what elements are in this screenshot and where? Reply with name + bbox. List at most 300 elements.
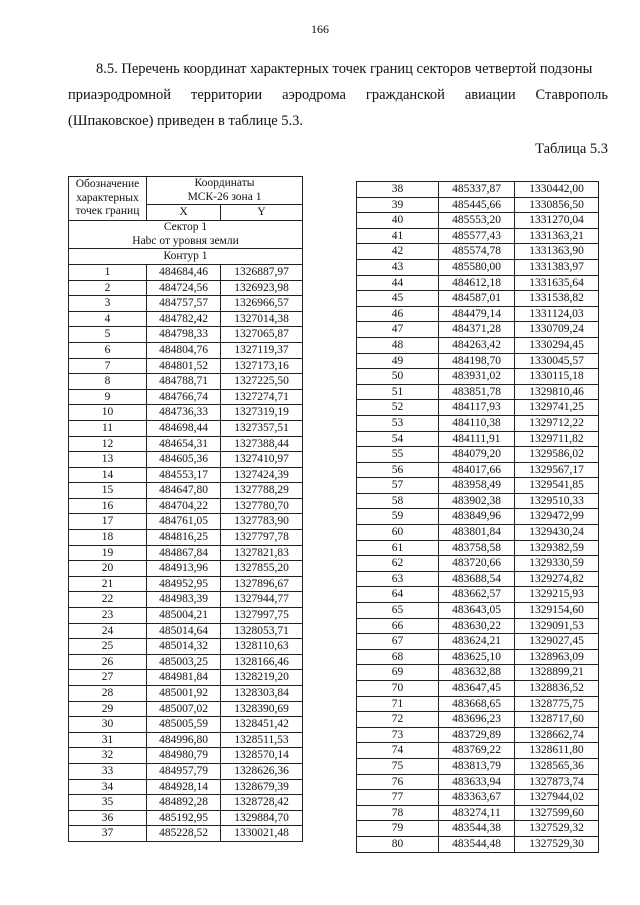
- x-coordinate: 484816,25: [147, 530, 221, 546]
- point-number: 79: [357, 821, 439, 837]
- y-coordinate: 1331635,64: [515, 275, 599, 291]
- y-coordinate: 1329274,82: [515, 571, 599, 587]
- y-coordinate: 1330045,57: [515, 353, 599, 369]
- x-coordinate: 484110,38: [439, 415, 515, 431]
- table-row: [357, 525, 599, 541]
- y-coordinate: 1327821,83: [221, 545, 303, 561]
- table-row: [357, 681, 599, 697]
- x-coordinate: 485005,59: [147, 717, 221, 733]
- point-number: 24: [69, 623, 147, 639]
- x-coordinate: 484111,91: [439, 431, 515, 447]
- table-row: [357, 540, 599, 556]
- point-number: 2: [69, 280, 147, 296]
- y-coordinate: 1327783,90: [221, 514, 303, 530]
- point-number: 42: [357, 244, 439, 260]
- contour-heading: Контур 1: [69, 249, 303, 265]
- y-coordinate: 1330709,24: [515, 322, 599, 338]
- y-coordinate: 1329541,85: [515, 478, 599, 494]
- point-number: 74: [357, 743, 439, 759]
- table-row: [69, 342, 303, 358]
- y-coordinate: 1327319,19: [221, 405, 303, 421]
- table-row: [357, 400, 599, 416]
- table-row: [69, 311, 303, 327]
- table-row: [69, 732, 303, 748]
- x-coordinate: 485007,02: [147, 701, 221, 717]
- y-coordinate: 1328110,63: [221, 639, 303, 655]
- point-number: 39: [357, 197, 439, 213]
- point-number: 11: [69, 420, 147, 436]
- point-number: 63: [357, 571, 439, 587]
- table-row: [69, 436, 303, 452]
- y-coordinate: 1331383,97: [515, 259, 599, 275]
- x-coordinate: 483958,49: [439, 478, 515, 494]
- y-coordinate: 1327788,29: [221, 483, 303, 499]
- x-coordinate: 484605,36: [147, 452, 221, 468]
- x-coordinate: 485553,20: [439, 213, 515, 229]
- y-coordinate: 1328451,42: [221, 717, 303, 733]
- point-number: 58: [357, 493, 439, 509]
- table-row: [357, 774, 599, 790]
- x-coordinate: 484801,52: [147, 358, 221, 374]
- point-number: 57: [357, 478, 439, 494]
- x-coordinate: 484698,44: [147, 420, 221, 436]
- x-coordinate: 485003,25: [147, 654, 221, 670]
- x-coordinate: 483849,96: [439, 509, 515, 525]
- point-number: 66: [357, 618, 439, 634]
- point-number: 50: [357, 369, 439, 385]
- x-coordinate: 484782,42: [147, 311, 221, 327]
- table-row: [69, 405, 303, 421]
- designation-header-line: Обозначение: [75, 178, 140, 191]
- point-number: 21: [69, 576, 147, 592]
- sector-line: Сектор 1: [163, 220, 208, 233]
- x-coordinate: 484479,14: [439, 306, 515, 322]
- y-coordinate: 1329586,02: [515, 447, 599, 463]
- x-coordinate: 484117,93: [439, 400, 515, 416]
- table-row: [357, 244, 599, 260]
- y-coordinate: 1329330,59: [515, 556, 599, 572]
- y-coordinate: 1327357,51: [221, 420, 303, 436]
- y-coordinate: 1327797,78: [221, 530, 303, 546]
- table-row: [69, 810, 303, 826]
- y-coordinate: 1327410,97: [221, 452, 303, 468]
- point-number: 1: [69, 264, 147, 280]
- y-coordinate: 1331538,82: [515, 291, 599, 307]
- table-row: [69, 717, 303, 733]
- point-number: 9: [69, 389, 147, 405]
- point-number: 3: [69, 296, 147, 312]
- x-coordinate: 484647,80: [147, 483, 221, 499]
- table-row: [357, 197, 599, 213]
- x-coordinate: 484684,46: [147, 264, 221, 280]
- point-number: 5: [69, 327, 147, 343]
- sector-line: Нabс от уровня земли: [132, 234, 239, 247]
- point-number: 45: [357, 291, 439, 307]
- x-coordinate: 484017,66: [439, 462, 515, 478]
- intro-line-3: (Шпаковское) приведен в таблице 5.3.: [68, 113, 304, 129]
- table-row: [69, 701, 303, 717]
- y-coordinate: 1326887,97: [221, 264, 303, 280]
- table-row: [357, 758, 599, 774]
- table-row: [69, 670, 303, 686]
- point-number: 8: [69, 374, 147, 390]
- table-row: [357, 431, 599, 447]
- y-coordinate: 1329472,99: [515, 509, 599, 525]
- x-coordinate: 484952,95: [147, 576, 221, 592]
- point-number: 34: [69, 779, 147, 795]
- table-row: [357, 182, 599, 198]
- y-coordinate: 1328570,14: [221, 748, 303, 764]
- x-coordinate: 484371,28: [439, 322, 515, 338]
- point-number: 14: [69, 467, 147, 483]
- point-number: 80: [357, 836, 439, 852]
- coordinates-header: [147, 177, 303, 205]
- table-row: [357, 306, 599, 322]
- intro-line-2: приаэродромной территории аэродрома гражданской авиации Ставрополь: [68, 87, 608, 103]
- x-coordinate: 484980,79: [147, 748, 221, 764]
- point-number: 35: [69, 795, 147, 811]
- x-coordinate: 484804,76: [147, 342, 221, 358]
- point-number: 37: [69, 826, 147, 842]
- point-number: 73: [357, 727, 439, 743]
- table-row: [357, 509, 599, 525]
- point-number: 33: [69, 763, 147, 779]
- y-coordinate: 1327225,50: [221, 374, 303, 390]
- x-coordinate: 485580,00: [439, 259, 515, 275]
- table-row: [357, 353, 599, 369]
- table-row: [357, 259, 599, 275]
- x-coordinate: 485001,92: [147, 686, 221, 702]
- x-coordinate: 483758,58: [439, 540, 515, 556]
- table-row: [357, 649, 599, 665]
- sector-heading: [69, 220, 303, 248]
- y-coordinate: 1329712,22: [515, 415, 599, 431]
- table-row: [357, 712, 599, 728]
- table-row: [357, 696, 599, 712]
- x-coordinate: 483720,66: [439, 556, 515, 572]
- point-number: 15: [69, 483, 147, 499]
- x-coordinate: 483624,21: [439, 634, 515, 650]
- table-row: [69, 608, 303, 624]
- table-caption: Таблица 5.3: [535, 141, 608, 157]
- point-number: 49: [357, 353, 439, 369]
- table-row: [357, 790, 599, 806]
- x-coordinate: 483630,22: [439, 618, 515, 634]
- y-coordinate: 1328775,75: [515, 696, 599, 712]
- table-row: [357, 571, 599, 587]
- table-row: [69, 686, 303, 702]
- y-coordinate: 1328166,46: [221, 654, 303, 670]
- x-coordinate: 484981,84: [147, 670, 221, 686]
- x-coordinate: 485192,95: [147, 810, 221, 826]
- point-number: 53: [357, 415, 439, 431]
- designation-header-line: точек границ: [75, 205, 140, 218]
- point-number: 64: [357, 587, 439, 603]
- y-coordinate: 1329567,17: [515, 462, 599, 478]
- x-coordinate: 484892,28: [147, 795, 221, 811]
- table-row: [357, 228, 599, 244]
- y-coordinate: 1330856,50: [515, 197, 599, 213]
- table-row: [357, 369, 599, 385]
- y-coordinate: 1331363,21: [515, 228, 599, 244]
- y-coordinate: 1327896,67: [221, 576, 303, 592]
- x-header: X: [147, 205, 221, 221]
- point-number: 43: [357, 259, 439, 275]
- point-number: 60: [357, 525, 439, 541]
- x-coordinate: 483801,84: [439, 525, 515, 541]
- point-number: 20: [69, 561, 147, 577]
- point-number: 16: [69, 498, 147, 514]
- table-row: [357, 384, 599, 400]
- point-number: 71: [357, 696, 439, 712]
- table-row: [357, 493, 599, 509]
- x-coordinate: 483544,38: [439, 821, 515, 837]
- x-coordinate: 485014,64: [147, 623, 221, 639]
- table-row: [69, 763, 303, 779]
- y-coordinate: 1330294,45: [515, 337, 599, 353]
- point-number: 23: [69, 608, 147, 624]
- y-coordinate: 1327014,38: [221, 311, 303, 327]
- x-coordinate: 485014,32: [147, 639, 221, 655]
- y-coordinate: 1327065,87: [221, 327, 303, 343]
- y-coordinate: 1331270,04: [515, 213, 599, 229]
- y-coordinate: 1328565,36: [515, 758, 599, 774]
- y-coordinate: 1327599,60: [515, 805, 599, 821]
- point-number: 17: [69, 514, 147, 530]
- y-coordinate: 1329154,60: [515, 603, 599, 619]
- point-number: 48: [357, 337, 439, 353]
- table-row: [69, 623, 303, 639]
- table-row: [69, 264, 303, 280]
- x-coordinate: 484654,31: [147, 436, 221, 452]
- y-coordinate: 1327119,37: [221, 342, 303, 358]
- table-row: [69, 498, 303, 514]
- table-row: [69, 358, 303, 374]
- point-number: 61: [357, 540, 439, 556]
- x-coordinate: 484553,17: [147, 467, 221, 483]
- table-row: [357, 337, 599, 353]
- y-coordinate: 1326923,98: [221, 280, 303, 296]
- x-coordinate: 483688,54: [439, 571, 515, 587]
- point-number: 26: [69, 654, 147, 670]
- x-coordinate: 483363,67: [439, 790, 515, 806]
- point-number: 25: [69, 639, 147, 655]
- point-number: 70: [357, 681, 439, 697]
- y-coordinate: 1330021,48: [221, 826, 303, 842]
- table-row: [69, 280, 303, 296]
- page-number: 166: [311, 22, 329, 36]
- coordinates-table-left: [68, 176, 303, 842]
- x-coordinate: 485574,78: [439, 244, 515, 260]
- x-coordinate: 483931,02: [439, 369, 515, 385]
- point-number: 29: [69, 701, 147, 717]
- x-coordinate: 484788,71: [147, 374, 221, 390]
- y-coordinate: 1327274,71: [221, 389, 303, 405]
- table-row: [357, 291, 599, 307]
- table-row: [357, 743, 599, 759]
- x-coordinate: 484996,80: [147, 732, 221, 748]
- point-number: 7: [69, 358, 147, 374]
- y-coordinate: 1327388,44: [221, 436, 303, 452]
- point-number: 46: [357, 306, 439, 322]
- x-coordinate: 483696,23: [439, 712, 515, 728]
- y-coordinate: 1328053,71: [221, 623, 303, 639]
- point-number: 6: [69, 342, 147, 358]
- table-row: [69, 389, 303, 405]
- point-number: 52: [357, 400, 439, 416]
- x-coordinate: 484766,74: [147, 389, 221, 405]
- point-number: 12: [69, 436, 147, 452]
- point-number: 56: [357, 462, 439, 478]
- y-coordinate: 1328611,80: [515, 743, 599, 759]
- point-number: 18: [69, 530, 147, 546]
- point-number: 47: [357, 322, 439, 338]
- table-row: [69, 639, 303, 655]
- y-coordinate: 1327997,75: [221, 608, 303, 624]
- table-row: [357, 415, 599, 431]
- table-row: [69, 530, 303, 546]
- table-row: [357, 462, 599, 478]
- x-coordinate: 483633,94: [439, 774, 515, 790]
- table-row: [69, 296, 303, 312]
- y-coordinate: 1326966,57: [221, 296, 303, 312]
- point-number: 27: [69, 670, 147, 686]
- point-number: 65: [357, 603, 439, 619]
- y-coordinate: 1328836,52: [515, 681, 599, 697]
- point-number: 76: [357, 774, 439, 790]
- y-coordinate: 1329382,59: [515, 540, 599, 556]
- x-coordinate: 483769,22: [439, 743, 515, 759]
- point-number: 38: [357, 182, 439, 198]
- x-coordinate: 483668,65: [439, 696, 515, 712]
- table-row: [357, 727, 599, 743]
- x-coordinate: 484263,42: [439, 337, 515, 353]
- designation-header-line: характерных: [76, 191, 139, 204]
- x-coordinate: 484736,33: [147, 405, 221, 421]
- table-row: [69, 795, 303, 811]
- table-row: [357, 618, 599, 634]
- y-coordinate: 1327944,77: [221, 592, 303, 608]
- y-coordinate: 1329510,33: [515, 493, 599, 509]
- y-coordinate: 1330115,18: [515, 369, 599, 385]
- point-number: 44: [357, 275, 439, 291]
- table-row: [357, 836, 599, 852]
- table-row: [69, 592, 303, 608]
- x-coordinate: 483625,10: [439, 649, 515, 665]
- table-row: [69, 420, 303, 436]
- table-row: [357, 665, 599, 681]
- point-number: 54: [357, 431, 439, 447]
- x-coordinate: 484761,05: [147, 514, 221, 530]
- x-coordinate: 484704,22: [147, 498, 221, 514]
- y-coordinate: 1329027,45: [515, 634, 599, 650]
- table-row: [357, 634, 599, 650]
- x-coordinate: 483851,78: [439, 384, 515, 400]
- point-number: 22: [69, 592, 147, 608]
- table-row: [357, 478, 599, 494]
- coordinates-table-right: [356, 181, 599, 853]
- point-number: 77: [357, 790, 439, 806]
- y-coordinate: 1328717,60: [515, 712, 599, 728]
- y-coordinate: 1329430,24: [515, 525, 599, 541]
- table-row: [69, 654, 303, 670]
- y-coordinate: 1329810,46: [515, 384, 599, 400]
- y-coordinate: 1329741,25: [515, 400, 599, 416]
- table-row: [69, 327, 303, 343]
- table-row: [357, 587, 599, 603]
- table-row: [69, 467, 303, 483]
- y-coordinate: 1328679,39: [221, 779, 303, 795]
- y-coordinate: 1328219,20: [221, 670, 303, 686]
- x-coordinate: 485337,87: [439, 182, 515, 198]
- y-coordinate: 1329091,53: [515, 618, 599, 634]
- x-coordinate: 483643,05: [439, 603, 515, 619]
- table-row: [69, 779, 303, 795]
- x-coordinate: 483662,57: [439, 587, 515, 603]
- y-coordinate: 1327944,02: [515, 790, 599, 806]
- point-number: 69: [357, 665, 439, 681]
- y-coordinate: 1329884,70: [221, 810, 303, 826]
- y-coordinate: 1328511,53: [221, 732, 303, 748]
- y-coordinate: 1328728,42: [221, 795, 303, 811]
- table-row: [69, 826, 303, 842]
- intro-line-1: 8.5. Перечень координат характерных точек границ секторов четвертой подзоны: [96, 61, 593, 77]
- table-row: [69, 748, 303, 764]
- x-coordinate: 485577,43: [439, 228, 515, 244]
- table-row: [69, 514, 303, 530]
- point-number: 10: [69, 405, 147, 421]
- table-row: [357, 603, 599, 619]
- point-number: 62: [357, 556, 439, 572]
- x-coordinate: 483813,79: [439, 758, 515, 774]
- y-header: Y: [221, 205, 303, 221]
- x-coordinate: 484612,18: [439, 275, 515, 291]
- y-coordinate: 1327173,16: [221, 358, 303, 374]
- point-number: 13: [69, 452, 147, 468]
- y-coordinate: 1327780,70: [221, 498, 303, 514]
- point-number: 30: [69, 717, 147, 733]
- designation-header: [69, 177, 147, 221]
- table-row: [69, 452, 303, 468]
- x-coordinate: 484757,57: [147, 296, 221, 312]
- y-coordinate: 1329215,93: [515, 587, 599, 603]
- table-row: [69, 374, 303, 390]
- table-row: [357, 821, 599, 837]
- point-number: 59: [357, 509, 439, 525]
- table-row: [357, 322, 599, 338]
- point-number: 28: [69, 686, 147, 702]
- x-coordinate: 485004,21: [147, 608, 221, 624]
- y-coordinate: 1331363,90: [515, 244, 599, 260]
- table-row: [357, 213, 599, 229]
- point-number: 78: [357, 805, 439, 821]
- x-coordinate: 483274,11: [439, 805, 515, 821]
- point-number: 32: [69, 748, 147, 764]
- y-coordinate: 1329711,82: [515, 431, 599, 447]
- y-coordinate: 1327424,39: [221, 467, 303, 483]
- point-number: 55: [357, 447, 439, 463]
- point-number: 72: [357, 712, 439, 728]
- x-coordinate: 483544,48: [439, 836, 515, 852]
- point-number: 36: [69, 810, 147, 826]
- point-number: 40: [357, 213, 439, 229]
- x-coordinate: 484587,01: [439, 291, 515, 307]
- coordinates-header-line: МСК-26 зона 1: [187, 190, 262, 203]
- point-number: 68: [357, 649, 439, 665]
- point-number: 19: [69, 545, 147, 561]
- y-coordinate: 1327529,30: [515, 836, 599, 852]
- point-number: 75: [357, 758, 439, 774]
